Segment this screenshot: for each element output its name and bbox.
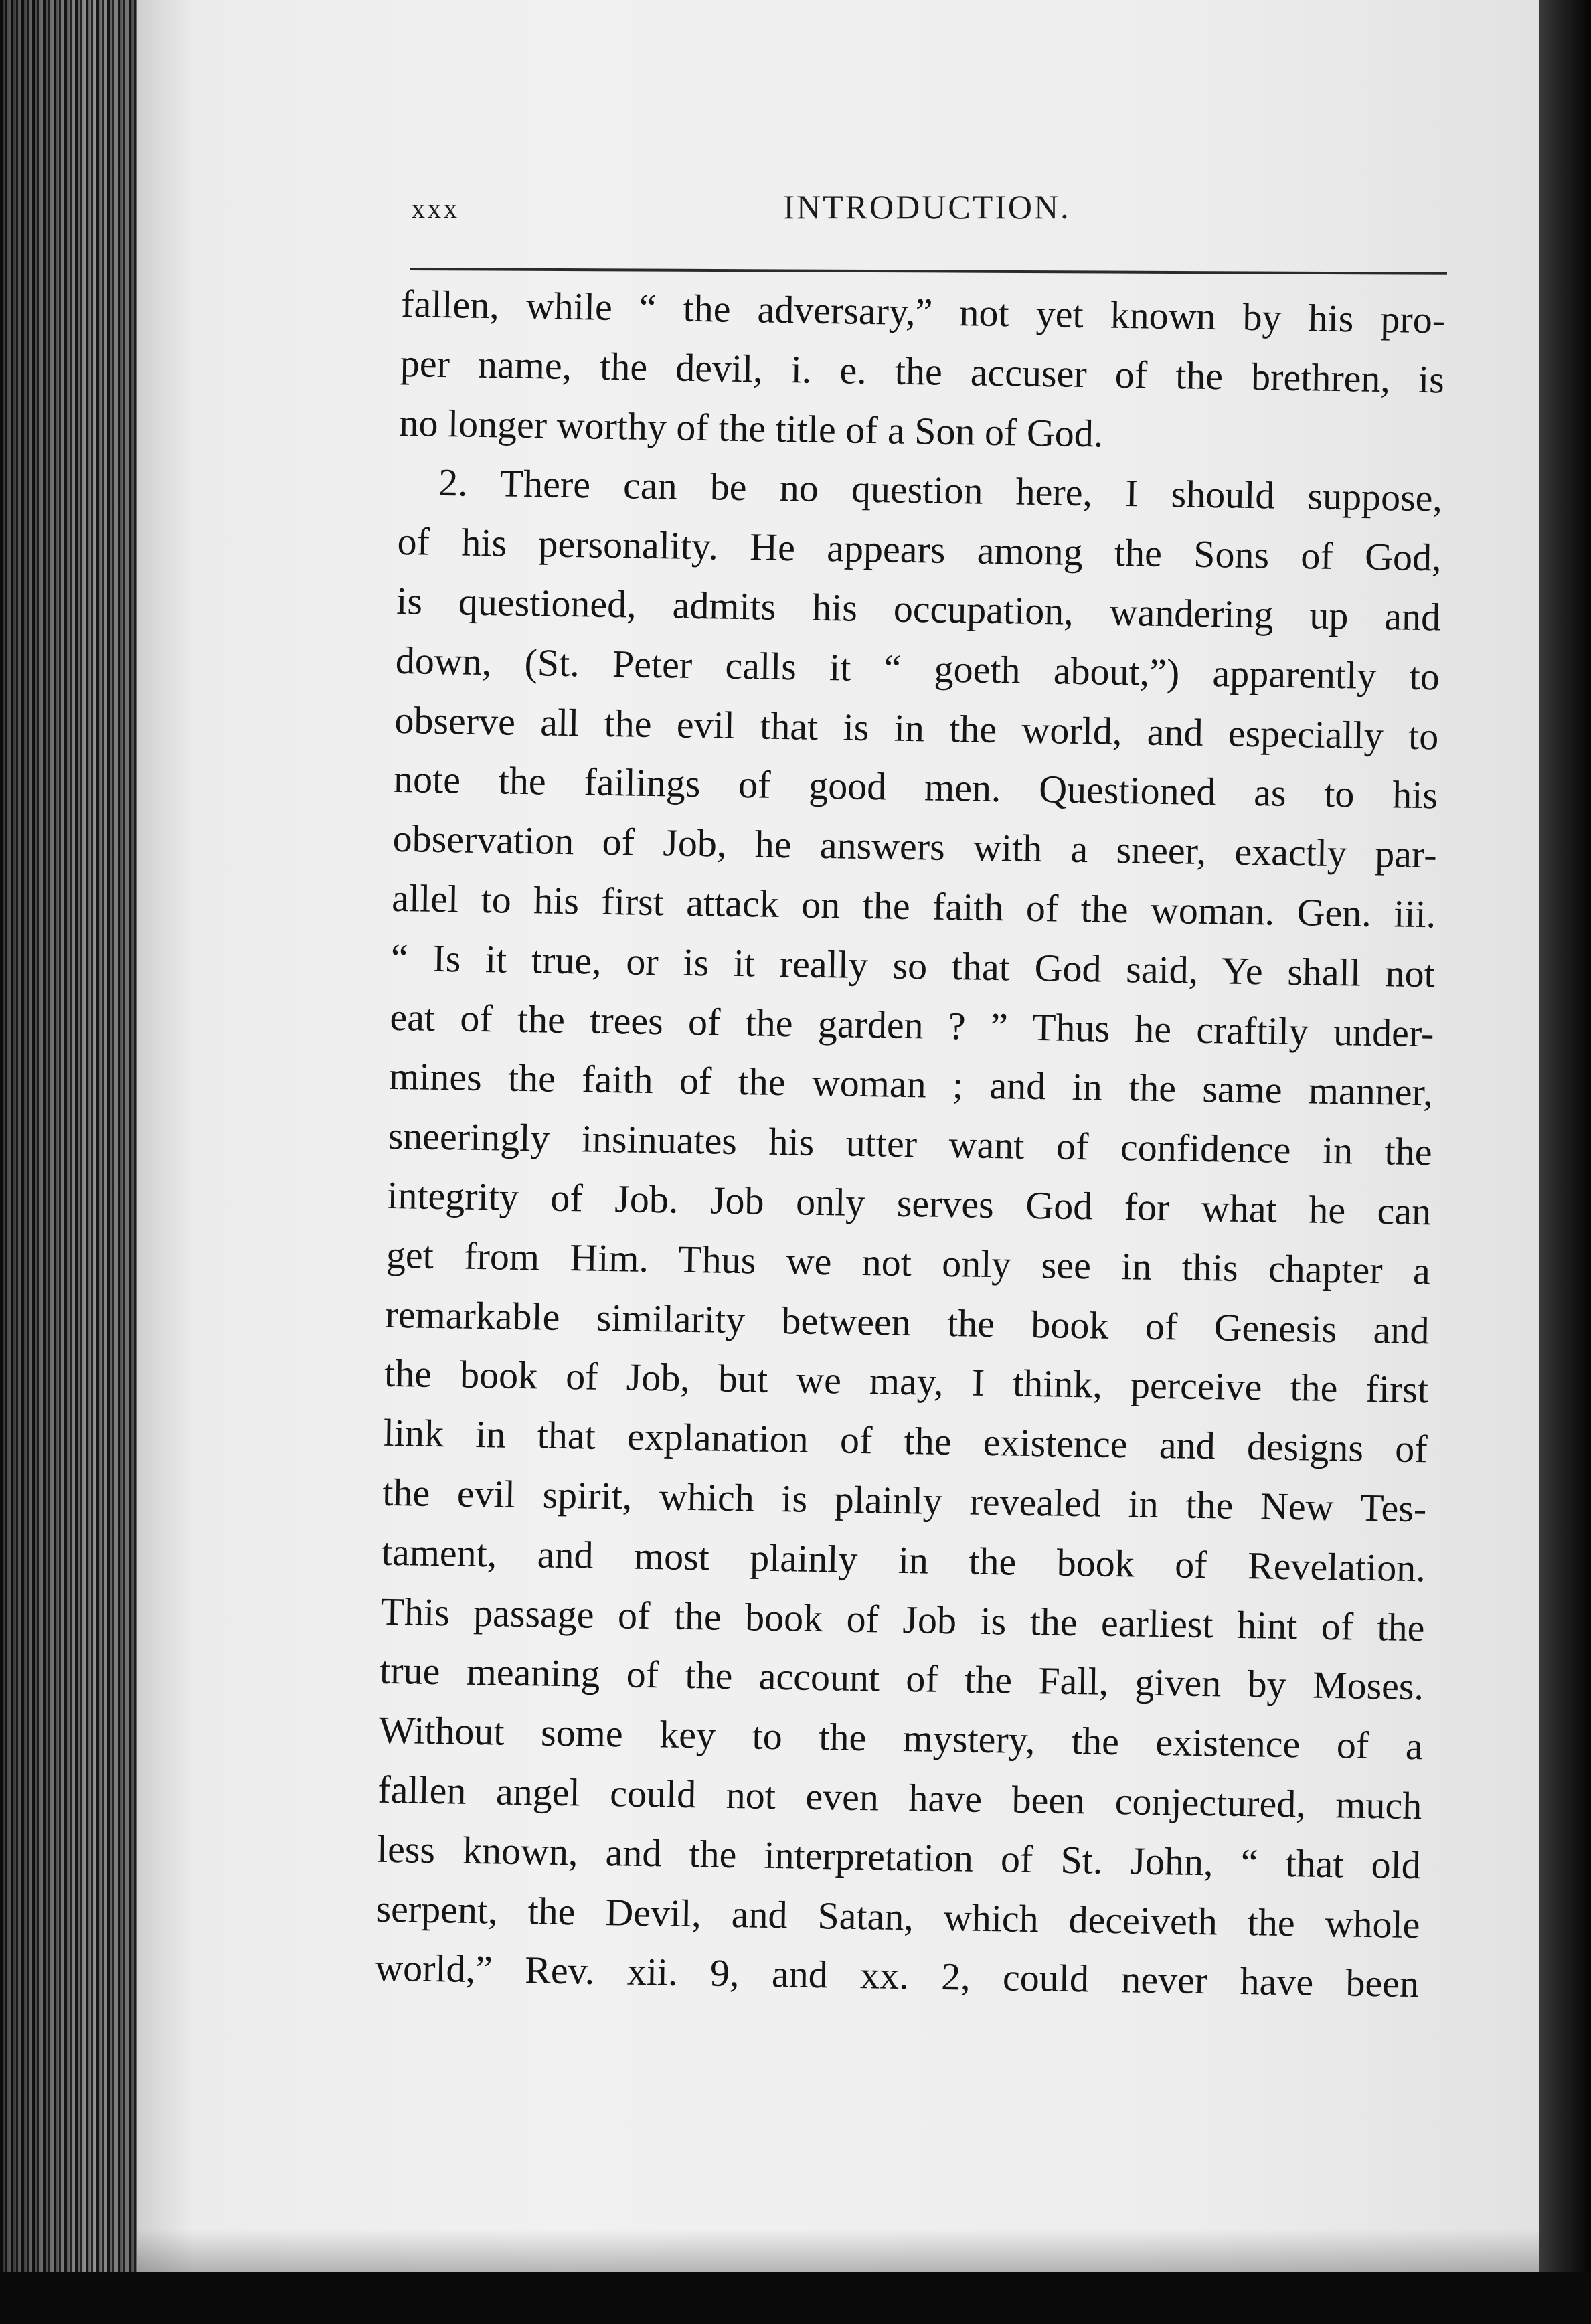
text-line: integrity of Job. Job only serves God for what he can (386, 1173, 1432, 1234)
text-line: less known, and the interpretation of St. John, “ that old (376, 1827, 1422, 1887)
text-line: the book of Job, but we may, I think, perceive the first (384, 1351, 1429, 1412)
running-head-title: INTRODUCTION. (783, 188, 1071, 226)
text-line: link in that explanation of the existence and designs of (383, 1410, 1428, 1471)
text-line: Without some key to the mystery, the existence of a (378, 1708, 1424, 1768)
text-line: This passage of the book of Job is the earliest hint of the (380, 1589, 1425, 1649)
text-line: sneeringly insinuates his utter want of confidence in the (388, 1114, 1433, 1174)
page-number: xxx (412, 193, 460, 224)
text-line: observation of Job, he answers with a sneer, exactly par- (392, 817, 1438, 877)
scan-bottom-edge (0, 2272, 1591, 2324)
text-line: no longer worthy of the title of a Son of God. (399, 400, 1104, 456)
text-line: serpent, the Devil, and Satan, which deceiveth the whole (375, 1886, 1420, 1946)
text-line: get from Him. Thus we not only see in this chapter a (386, 1232, 1431, 1293)
text-line: 2. There can be no question here, I should suppose, (438, 461, 1443, 520)
text-line: is questioned, admits his occupation, wandering up and (396, 578, 1441, 639)
text-line: note the failings of good men. Questioned as to his (393, 757, 1438, 817)
text-line: allel to his first attack on the faith of the woman. Gen. iii. (391, 876, 1436, 936)
body-text (374, 274, 1446, 2051)
text-line: world,” Rev. xii. 9, and xx. 2, could never have been (374, 1946, 1420, 2006)
text-line: down, (St. Peter calls it “ goeth about,”) apparently to (395, 638, 1440, 699)
text-line: of his personality. He appears among the Sons of God, (397, 519, 1442, 580)
text-line: observe all the evil that is in the world, and especially to (394, 697, 1439, 758)
text-line: eat of the trees of the garden ? ” Thus he craftily under- (390, 995, 1434, 1055)
text-line: remarkable similarity between the book of Genesis and (385, 1292, 1430, 1352)
text-line: fallen angel could not even have been conjectured, much (377, 1767, 1422, 1828)
book-right-edge (1539, 0, 1591, 2324)
text-line: tament, and most plainly in the book of Revelation. (381, 1529, 1426, 1590)
text-line: per name, the devil, i. e. the accuser of the brethren, is (400, 341, 1445, 402)
text-line: fallen, while “ the adversary,” not yet known by his pro- (400, 281, 1446, 342)
text-line: the evil spirit, which is plainly revealed in the New Tes- (382, 1470, 1427, 1531)
text-line: true meaning of the account of the Fall, given by Moses. (379, 1649, 1424, 1709)
running-head (412, 181, 1442, 234)
text-line: “ Is it true, or is it really so that God said, Ye shall not (390, 935, 1436, 996)
text-line: mines the faith of the woman ; and in the same manner, (388, 1054, 1434, 1114)
